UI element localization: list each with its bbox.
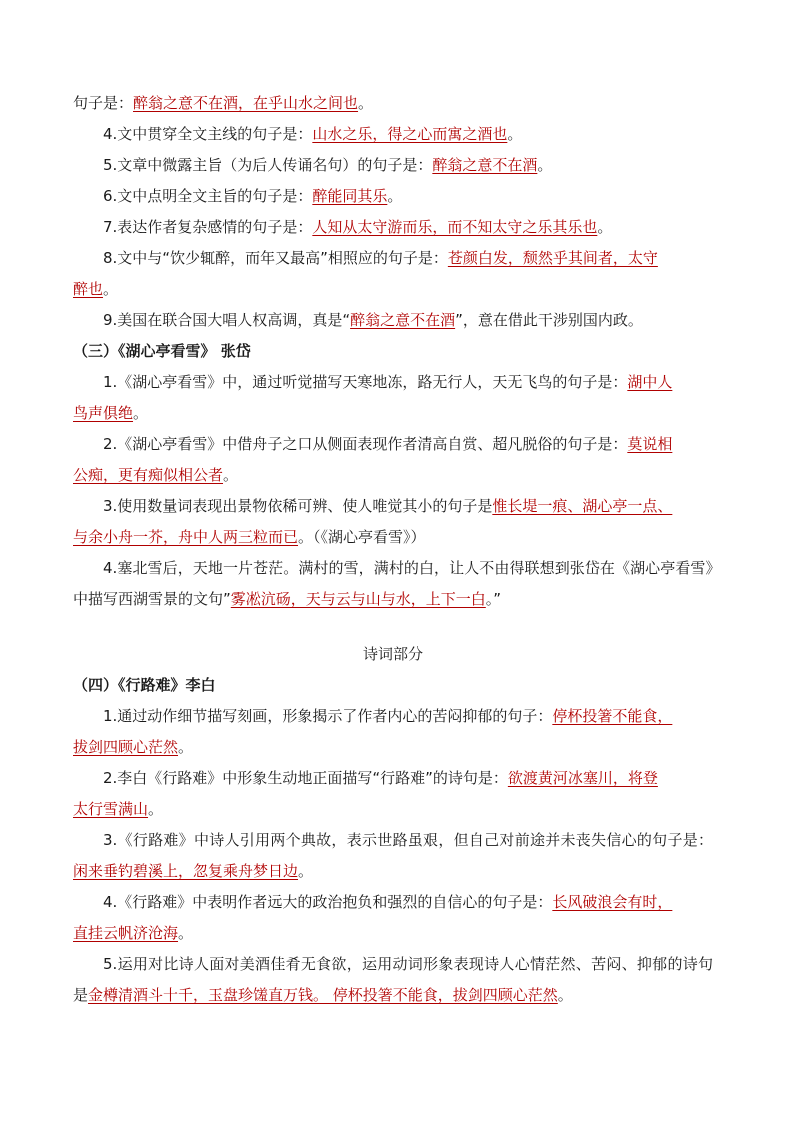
source-note: 。（《湖心亭看雪》）	[298, 528, 426, 546]
part4-question-1-continued	[73, 732, 713, 763]
section-heading-4: （四）《行路难》李白	[73, 676, 216, 694]
question-8	[73, 243, 713, 274]
question-text: 2.《湖心亭看雪》中借舟子之口从侧面表现作者清高自赏、超凡脱俗的句子是：	[103, 435, 628, 453]
question-text: 9.美国在联合国大唱人权高调，真是“	[103, 311, 351, 329]
part3-question-1-continued	[73, 398, 713, 429]
punctuation: 。	[148, 800, 164, 818]
punctuation: 。	[178, 924, 194, 942]
answer-text: 雾凇沆砀，天与云与山与水，上下一白	[230, 590, 486, 608]
punctuation: 。	[178, 738, 194, 756]
answer-text: 湖中人	[627, 373, 673, 391]
punctuation: 。	[387, 187, 403, 205]
part4-question-1	[73, 701, 713, 732]
answer-text: 醉也	[73, 280, 104, 298]
answer-text: 拔剑四顾心茫然	[73, 738, 179, 756]
question-9	[73, 305, 713, 336]
punctuation: 。	[298, 862, 314, 880]
question-5	[73, 150, 713, 181]
punctuation: 。”	[485, 590, 502, 608]
answer-text: 金樽清酒斗十千，玉盘珍馐直万钱。 停杯投箸不能食，拔剑四顾心茫然	[88, 986, 558, 1004]
punctuation: 。	[358, 94, 374, 112]
question-text: 3.《行路难》中诗人引用两个典故，表示世路虽艰，但自己对前途并未丧失信心的句子是：	[103, 831, 713, 849]
question-7	[73, 212, 713, 243]
part3-question-2-continued	[73, 460, 713, 491]
question-text: 1.通过动作细节描写刻画，形象揭示了作者内心的苦闷抑郁的句子：	[103, 707, 553, 725]
answer-text: 闲来垂钓碧溪上，忽复乘舟梦日边	[73, 862, 299, 880]
answer-text: 直挂云帆济沧海	[73, 924, 179, 942]
answer-text: 公痴，更有痴似相公者	[73, 466, 224, 484]
answer-text: 山水之乐，得之心而寓之酒也	[312, 125, 508, 143]
part3-question-3-continued	[73, 522, 713, 553]
q3-continued	[73, 88, 713, 119]
question-text-end: ”，意在借此干涉别国内政。	[455, 311, 643, 329]
answer-text: 欲渡黄河冰塞川，将登	[507, 769, 658, 787]
question-text: 4.文中贯穿全文主线的句子是：	[103, 125, 313, 143]
question-text: 4.《行路难》中表明作者远大的政治抱负和强烈的自信心的句子是：	[103, 893, 553, 911]
part3-question-1	[73, 367, 713, 398]
answer-text: 醉翁之意不在酒	[350, 311, 456, 329]
question-text: 5.文章中微露主旨（为后人传诵名句）的句子是：	[103, 156, 433, 174]
answer-text: 太行雪满山	[73, 800, 149, 818]
question-text: 5.运用对比诗人面对美酒佳肴无食欲，运用动词形象表现诗人心情茫然、苦闷、抑郁的诗句是	[73, 955, 713, 1004]
question-text: 4.塞北雪后，天地一片苍茫。满村的雪，满村的白，让人不由得联想到张岱在《湖心亭看雪》中描写西湖雪景的文句”	[73, 559, 713, 608]
question-6	[73, 181, 713, 212]
answer-text: 醉翁之意不在酒	[432, 156, 538, 174]
question-text: 8.文中与“饮少辄醉，而年又最高”相照应的句子是：	[103, 249, 448, 267]
part4-question-2	[73, 763, 713, 794]
answer-text: 醉翁之意不在酒，在乎山水之间也	[133, 94, 359, 112]
question-text: 7.表达作者复杂感情的句子是：	[103, 218, 313, 236]
document-page	[73, 88, 713, 1011]
part4-question-4	[73, 887, 713, 918]
question-text: 1.《湖心亭看雪》中，通过听觉描写天寒地冻，路无行人，天无飞鸟的句子是：	[103, 373, 628, 391]
part4-question-3	[73, 825, 713, 887]
part4-question-5	[73, 949, 713, 1011]
part4-question-4-continued	[73, 918, 713, 949]
question-text: 3.使用数量词表现出景物依稀可辨、使人唯觉其小的句子是	[103, 497, 493, 515]
answer-text: 停杯投箸不能食，	[552, 707, 673, 725]
punctuation: 。	[133, 404, 149, 422]
answer-text: 与余小舟一芥，舟中人两三粒而已	[73, 528, 299, 546]
answer-text: 人知从太守游而乐，而不知太守之乐其乐也	[312, 218, 598, 236]
answer-text: 莫说相	[627, 435, 673, 453]
answer-text: 苍颜白发，颓然乎其间者，太守	[447, 249, 658, 267]
answer-text: 鸟声俱绝	[73, 404, 134, 422]
punctuation: 。	[537, 156, 553, 174]
punctuation: 。	[103, 280, 119, 298]
spacer	[73, 615, 713, 639]
part4-question-2-continued	[73, 794, 713, 825]
part3-question-2	[73, 429, 713, 460]
punctuation: 。	[597, 218, 613, 236]
question-text: 句子是：	[73, 94, 134, 112]
question-8-continued	[73, 274, 713, 305]
punctuation: 。	[557, 986, 573, 1004]
question-text: 2.李白《行路难》中形象生动地正面描写“行路难”的诗句是：	[103, 769, 508, 787]
answer-text: 醉能同其乐	[312, 187, 388, 205]
part3-question-3	[73, 491, 713, 522]
question-4	[73, 119, 713, 150]
answer-text: 惟长堤一痕、湖心亭一点、	[492, 497, 673, 515]
section-heading-3: （三）《湖心亭看雪》 张岱	[73, 342, 251, 360]
part3-question-4	[73, 553, 713, 615]
answer-text: 长风破浪会有时，	[552, 893, 673, 911]
question-text: 6.文中点明全文主旨的句子是：	[103, 187, 313, 205]
poetry-section-title: 诗词部分	[362, 645, 423, 663]
punctuation: 。	[223, 466, 239, 484]
punctuation: 。	[507, 125, 523, 143]
